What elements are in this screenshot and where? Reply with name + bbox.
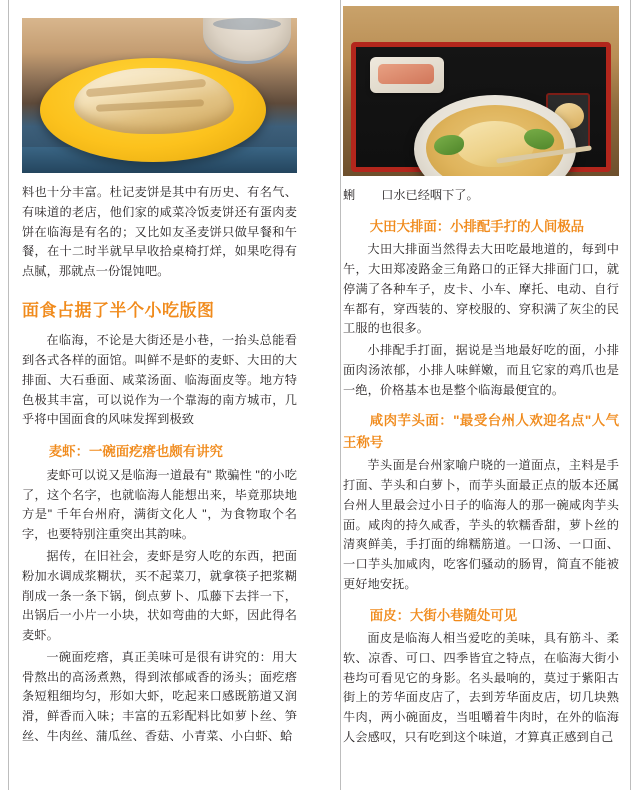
paragraph-da-pai-mian-2: 小排配手打面，据说是当地最好吃的面，小排面肉汤浓郁，小排人味鲜嫩，而且它家的鸡爪也是一绝，价格基本也是整个临海最便宜的。 <box>343 343 619 397</box>
pancake-shape <box>74 68 234 134</box>
noodles-shape <box>456 121 534 167</box>
paragraph-noodle-shops: 在临海，不论是大街还是小巷，一抬头总能看到各式各样的面馆。叫鲜不是虾的麦虾、大田的大排面、大石垂面、咸菜汤面、临海面皮等。地方特色极其丰富，可以说作为一个靠海的南方城市，几乎将中国面食的风味发挥到极致 <box>22 333 297 427</box>
side-dish-shape <box>370 57 444 93</box>
paragraph-mai-xia-2: 据传，在旧社会，麦虾是穷人吃的东西，把面粉加水调成浆糊状，买不起菜刀，就拿筷子把浆糊削成一条一条下锅，倒点萝卜、瓜藤下去拌一下，出锅后一小片一小块，状如弯曲的大虾，因此得名麦虾。 <box>22 548 297 643</box>
paragraph-intro: 料也十分丰富。杜记麦饼是其中有历史、有名气、有味道的老店，他们家的咸菜冷饭麦饼还有蛋肉麦饼在临海是有名的；又比如友圣麦饼只做早餐和午餐，在十二时半就早早收拾桌椅打烊，如果吃得有点腻，那就点一份馄饨吧。 <box>22 185 297 279</box>
photo-da-pai-mian <box>343 6 619 176</box>
subheading-mai-xia: 麦虾：一碗面疙瘩也颇有讲究 <box>48 444 223 460</box>
fragment-left-char: 蜊 <box>343 188 356 202</box>
subheading-da-pai-mian: 大田大排面：小排配手打的人间极品 <box>369 218 585 234</box>
paragraph-mian-pi-1: 面皮是临海人相当爱吃的美味，具有筋斗、柔软、凉香、可口、四季皆宜之特点，在临海大街小巷均可看见它的身影。名头最响的，莫过于紫阳古街上的芳华面皮店了，去到芳华面皮店，切几块熟牛肉，两小碗面皮，当咀嚼着牛肉时，在外的临海人会感叹，只有吃到这个味道，才算真正感到自己 <box>343 631 619 744</box>
fragment-line <box>343 186 619 206</box>
paragraph-da-pai-mian-1: 大田大排面当然得去大田吃最地道的，每到中午，大田郑凌路金三角路口的正铎大排面门口，就停满了各种车子，皮卡、小车、摩托、电动、自行车都有，穿西装的、穿校服的、穿积满了灰尘的民工服的也很多。 <box>343 242 619 336</box>
fragment-text: 口水已经咽下了。 <box>381 188 479 202</box>
tray-shape <box>351 42 611 172</box>
right-column <box>319 0 639 790</box>
paragraph-mai-xia-3: 一碗面疙瘩，真正美味可是很有讲究的：用大骨熬出的高汤煮熟，得到浓郁咸香的汤头；面疙瘩条短粗细均匀，形如大虾，吃起来口感既筋道又润滑，鲜香而入味；丰富的五彩配料比如萝卜丝、笋丝、牛肉丝、蒲瓜丝、香菇、小青菜、小白虾、蛤 <box>22 649 297 743</box>
soup-shape <box>426 105 564 176</box>
heading-noodles-half-map: 面食占据了半个小吃版图 <box>22 300 215 320</box>
paragraph-yu-tou-mian-1: 芋头面是台州家喻户晓的一道面点，主料是手打面、芋头和白萝卜，而芋头面最正点的版本还属台州人里最会过小日子的临海人的那一碗咸肉芋头面。咸肉的持久咸香，芋头的软糯香甜，萝卜丝的清爽鲜美，手打面的绵糯筋道。一口汤、一口面、一口芋头加咸肉，吃客们骚动的肠胃，简直不能被更好地安抚。 <box>343 458 619 591</box>
photo-mai-bing <box>22 18 297 173</box>
left-column <box>0 0 319 790</box>
subheading-xian-rou-yu-tou-mian: 咸肉芋头面："最受台州人欢迎名点"人气王称号 <box>343 413 619 450</box>
subheading-mian-pi: 面皮：大街小巷随处可见 <box>369 607 518 623</box>
paragraph-mai-xia-1: 麦虾可以说又是临海一道最有" 欺骗性 "的小吃了，这个名字，也就临海人能想出来，毕竟那块地方是" 千年台州府，满街文化人 "，为食物取个名字，也要特别注重突出其韵味。 <box>22 467 297 542</box>
